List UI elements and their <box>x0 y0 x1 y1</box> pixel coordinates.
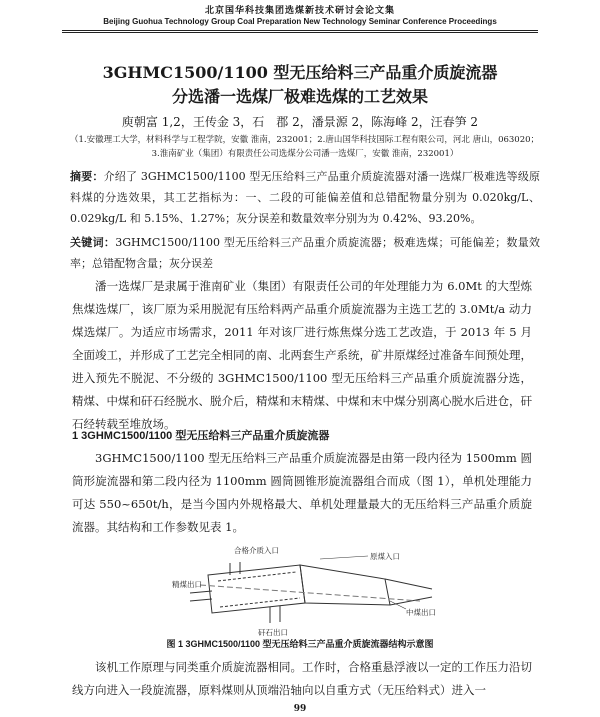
section-1-heading: 1 3GHMC1500/1100 型无压给料三产品重介质旋流器 <box>72 430 330 442</box>
label-middling-outlet: 中煤出口 <box>406 608 436 617</box>
section-1-paragraph: 3GHMC1500/1100 型无压给料三产品重介质旋流器是由第一段内径为 1500mm 圆筒形旋流器和第二段内径为 1100mm 圆筒圆锥形旋流器组合而成（图 1），单机处理能力可达 550~650t/h，是当今国内外规格最大、单机处理量最大的无压给料三产品重介质旋流器。其结构和工作参数见表 1。 <box>72 451 532 534</box>
header-cn: 北京国华科技集团选煤新技术研讨会论文集 <box>204 6 395 16</box>
second-stage-cone <box>300 565 390 605</box>
label-raw-coal-inlet: 原煤入口 <box>370 552 400 561</box>
feed-pipe <box>190 591 212 593</box>
keywords-label: 关键词： <box>70 236 116 249</box>
label-gangue-outlet: 矸石出口 <box>258 628 288 637</box>
label-clean-outlet: 精煤出口 <box>172 580 202 589</box>
keywords <box>70 232 540 274</box>
page-number: 99 <box>293 704 307 714</box>
label-medium-inlet: 合格介质入口 <box>234 546 279 555</box>
figure-caption: 图 1 3GHMC1500/1100 型无压给料三产品重介质旋流器结构示意图 <box>166 639 434 649</box>
running-header <box>0 3 600 26</box>
abstract <box>70 166 540 229</box>
cyclone-figure <box>170 545 460 640</box>
title-line-2: 分选潘一选煤厂极难选煤的工艺效果 <box>171 87 428 106</box>
affiliation-line-2: 3.淮南矿业（集团）有限责任公司选煤分公司潘一选煤厂，安徽 淮南，232001） <box>151 149 459 159</box>
affiliation-line-1: （1.安徽理工大学，材料科学与工程学院，安徽 淮南，232001；2.唐山国华科技国际工程有限公司，河北 唐山，063020； <box>70 135 540 145</box>
abstract-text: 介绍了 3GHMC1500/1100 型无压给料三产品重介质旋流器对潘一选煤厂极难选等级原料煤的分选效果，其工艺指标为：一、二段的可能偏差值和总错配物量分别为 0.020kg/L、0.029kg/L 和 5.15%、1.27%；灰分误差和数量效率分别为为 0.42%、93.20%。 <box>70 170 541 225</box>
keywords-text: 3GHMC1500/1100 型无压给料三产品重介质旋流器；极难选煤；可能偏差；数量效率；总错配物含量；灰分误差 <box>70 236 540 270</box>
abstract-label: 摘要： <box>70 170 104 183</box>
header-rule-2 <box>62 32 538 33</box>
middling-spout <box>385 579 432 589</box>
header-en: Beijing Guohua Technology Group Coal Preparation New Technology Seminar Conference Proceedings <box>103 17 497 26</box>
header-rule <box>62 30 538 31</box>
authors: 庾朝富 1,2，王传金 3，石 郡 2，潘景源 2，陈海峰 2，汪春笋 2 <box>121 115 479 129</box>
title-line-1: 3GHMC1500/1100 型无压给料三产品重介质旋流器 <box>102 63 498 82</box>
closing-paragraph: 该机工作原理与同类重介质旋流器相同。工作时，合格重悬浮液以一定的工作压力沿切线方向进入一段旋流器，原料煤则从顶端沿轴向以自重方式（无压给料式）进入一 <box>72 660 532 697</box>
cyclone-drawing <box>190 562 432 623</box>
intro-paragraph: 潘一选煤厂是隶属于淮南矿业（集团）有限责任公司的年处理能力为 6.0Mt 的大型炼焦煤选煤厂，该厂原为采用脱泥有压给料两产品重介质旋流器为主选工艺的 3.0Mt/a 动力煤选煤厂。为适应市场需求，2011 年对该厂进行炼焦煤分选工艺改造，于 2013 年 5 月全面竣工，并形成了工艺完全相同的南、北两套生产系统，矿井原煤经过准备车间预处理，进入预先不脱泥、不分级的 3GHMC1500/1100 型无压给料三产品重介质旋流器分选，精煤、中煤和矸石经脱水、脱介后，精煤和末精煤、中煤和末中煤分别离心脱水后进仓，矸石经转载至堆放场。 <box>72 279 532 431</box>
